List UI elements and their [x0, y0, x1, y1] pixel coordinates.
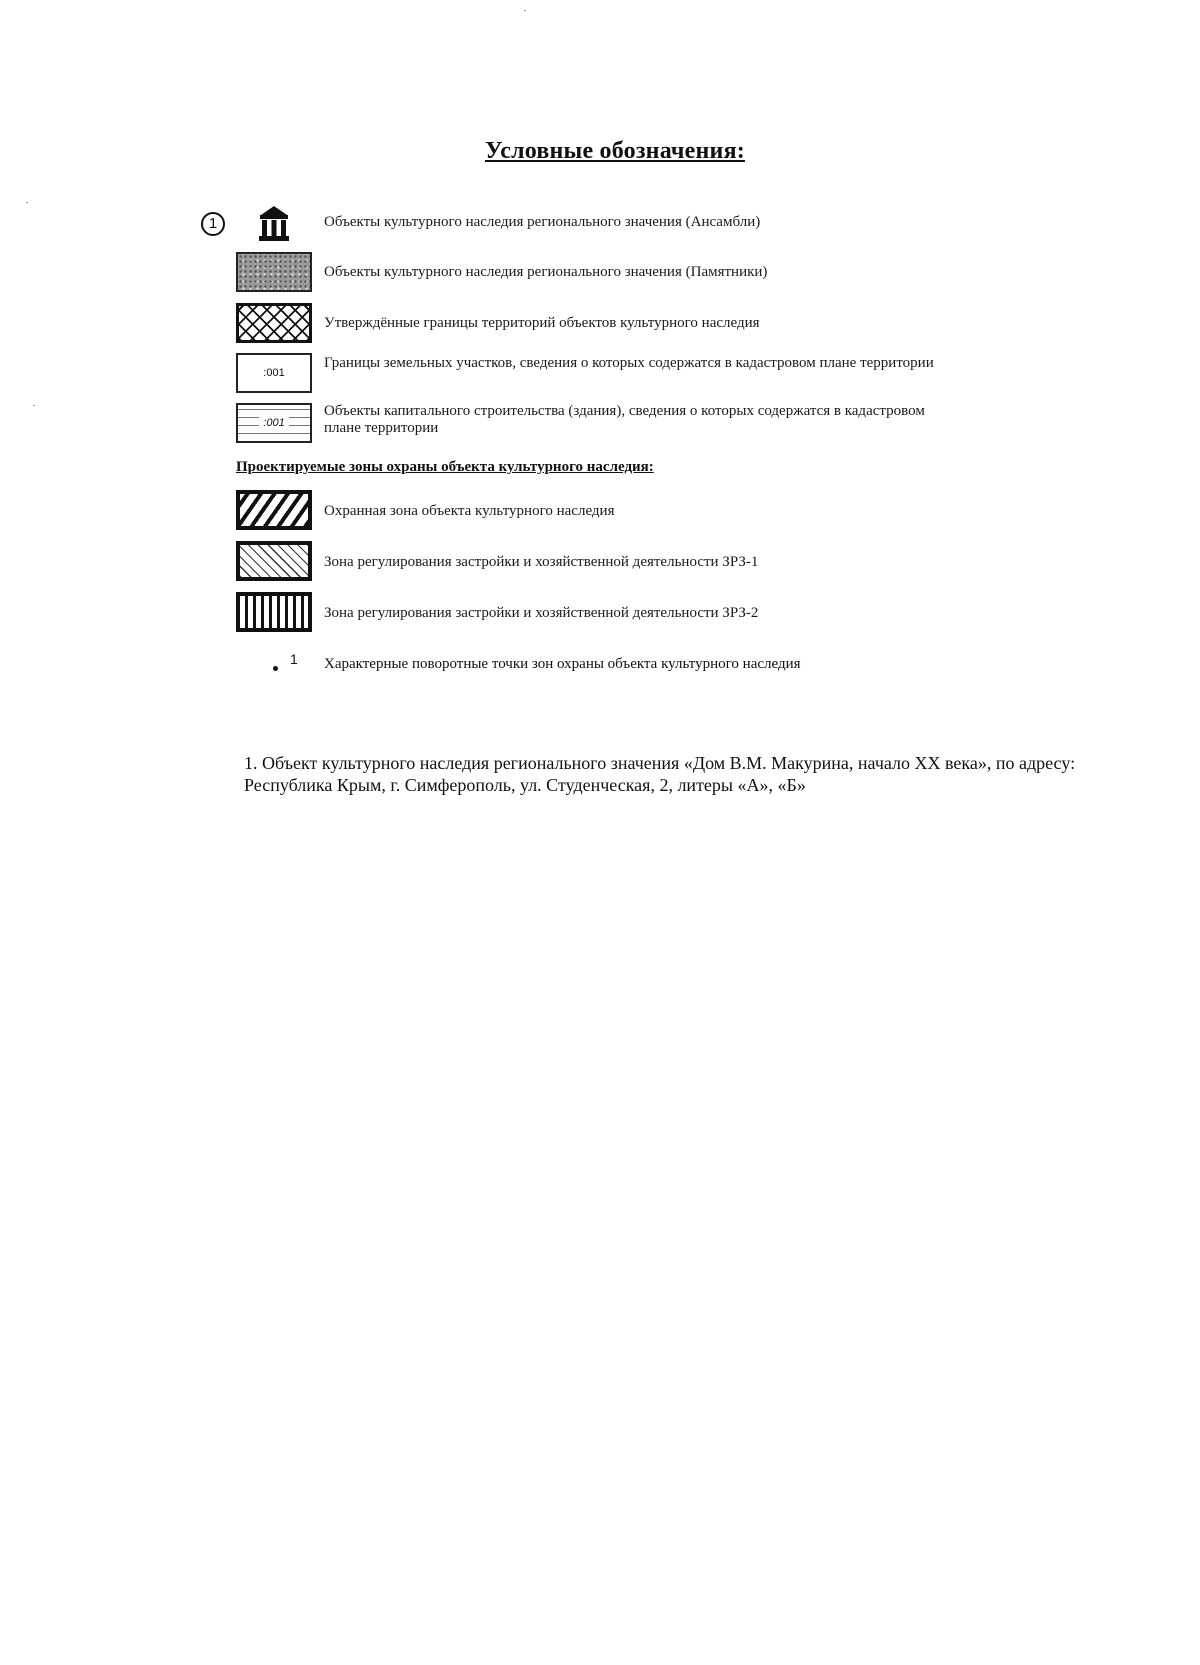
zone-label: Охранная зона объекта культурного наследия	[324, 503, 615, 519]
crosshatch-swatch	[236, 303, 312, 343]
scan-speck	[26, 202, 28, 203]
building-code: :001	[259, 417, 289, 429]
legend-label: Объекты культурного наследия регионального значения (Памятники)	[324, 264, 768, 280]
legend-title: Условные обозначения:	[485, 138, 745, 164]
thin-diagonal-hatch-swatch	[236, 541, 312, 581]
legend-label: Утверждённые границы территорий объектов культурного наследия	[324, 315, 760, 331]
diagonal-hatch-swatch	[236, 490, 312, 530]
building-swatch	[236, 403, 312, 443]
legend-label: Границы земельных участков, сведения о которых содержатся в кадастровом плане территории	[324, 355, 934, 371]
parcel-swatch: :001	[236, 353, 312, 393]
scan-speck	[33, 405, 35, 406]
zone-label: Зона регулирования застройки и хозяйственной деятельности ЗРЗ-1	[324, 554, 759, 570]
point-dot-icon	[273, 666, 278, 671]
object-note: 1. Объект культурного наследия регионального значения «Дом В.М. Макурина, начало XX века», по адресу: Республика Крым, г. Симферополь, ул. Студенческая, 2, литеры «А», «Б»	[244, 753, 1076, 795]
grey-fill-swatch	[236, 252, 312, 292]
zone-label: Зона регулирования застройки и хозяйственной деятельности ЗРЗ-2	[324, 605, 759, 621]
legend-label: Объекты культурного наследия регионального значения (Ансамбли)	[324, 214, 761, 230]
vertical-hatch-swatch	[236, 592, 312, 632]
legend-label: Объекты капитального строительства (здания), сведения о которых содержатся в кадастровом плане территории	[324, 403, 925, 436]
circled-number-marker: 1	[201, 212, 225, 236]
section-heading: Проектируемые зоны охраны объекта культурного наследия:	[236, 459, 654, 475]
scan-speck	[524, 10, 526, 11]
point-number: 1	[290, 651, 298, 667]
museum-icon	[236, 204, 312, 244]
point-label: Характерные поворотные точки зон охраны объекта культурного наследия	[324, 656, 801, 672]
